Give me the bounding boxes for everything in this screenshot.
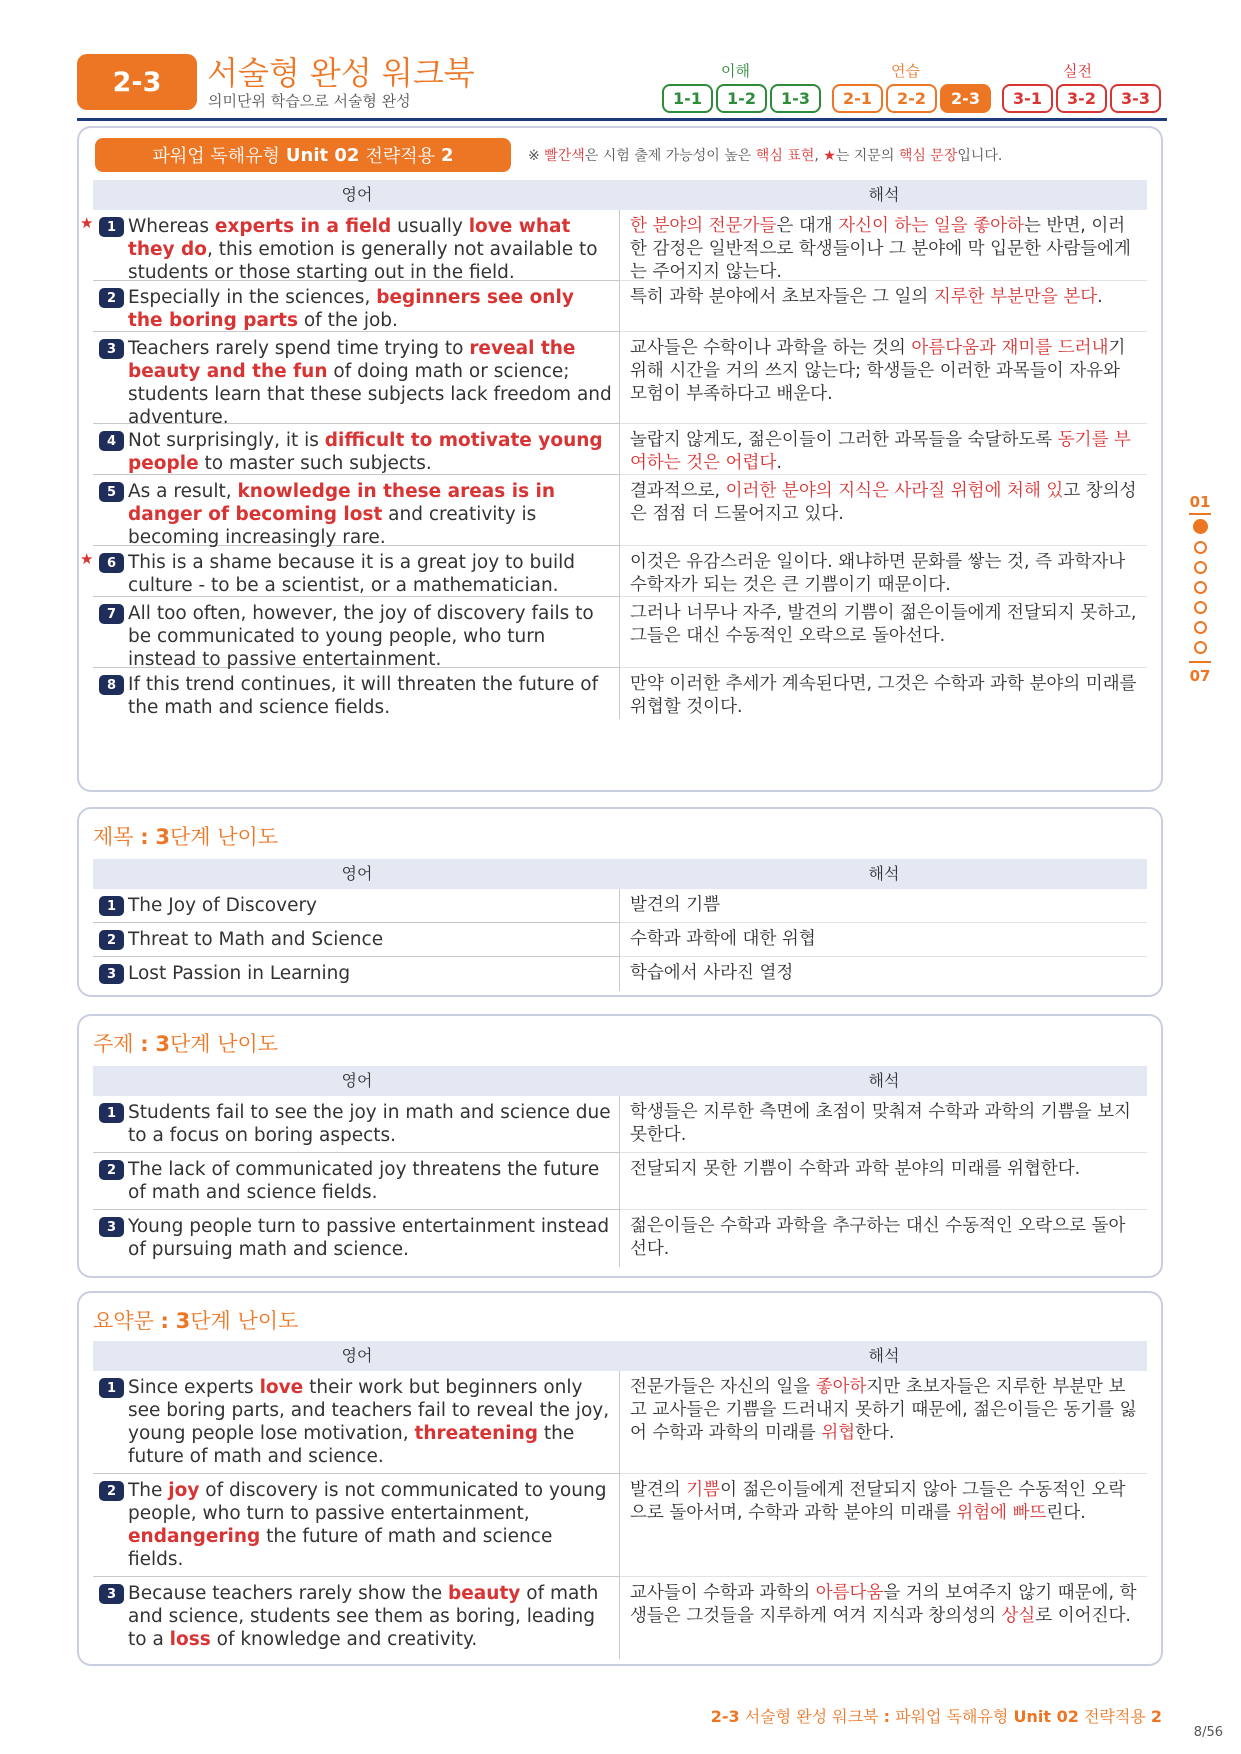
summary-level-text: 단계 난이도: [190, 1309, 299, 1333]
korean-cell: [620, 668, 1147, 719]
english-cell: [80, 210, 620, 283]
table-row: [93, 1371, 1147, 1474]
table-row: [93, 597, 1147, 668]
pager-start: 01: [1189, 493, 1211, 511]
title-section-heading: [93, 821, 278, 851]
footer-type: 파워업 독해유형: [895, 1707, 1009, 1726]
title-level-text: 단계 난이도: [169, 825, 279, 849]
table-row: [93, 1210, 1147, 1267]
text-segment: to master such subjects.: [198, 453, 432, 474]
theme-level-num: 3: [155, 1032, 170, 1056]
pager-dot[interactable]: [1194, 621, 1207, 634]
table-row: [93, 424, 1147, 475]
text-segment: The lack of communicated joy threatens the future of math and science fields.: [128, 1159, 600, 1203]
level-1-2-button[interactable]: 1-2: [716, 84, 767, 113]
english-cell: [93, 1210, 620, 1267]
text-segment: 한다.: [855, 1423, 895, 1443]
pager-bar: [1189, 661, 1211, 663]
table-row: [93, 281, 1147, 332]
pager-dot[interactable]: [1193, 519, 1208, 534]
summary-table-header: [93, 1341, 1147, 1371]
title-level-num: 3: [155, 825, 170, 849]
english-text: [128, 1158, 613, 1205]
text-segment: Lost Passion in Learning: [128, 963, 351, 984]
key-expression: loss: [169, 1629, 211, 1650]
row-number: 2: [99, 930, 124, 950]
english-cell: [93, 923, 620, 957]
level-2-3-button[interactable]: 2-3: [940, 84, 991, 113]
text-segment: 는 반면, 이러한 감정은 일반적으로 학생들이나 그 분야에 막 입문한 사람들에게는 주어지지 않는다.: [630, 216, 1131, 282]
level-label-real: 실전: [1063, 62, 1092, 80]
text-segment: 결과적으로,: [630, 481, 726, 501]
title-table-header: [93, 859, 1147, 889]
level-group-practice: [832, 84, 991, 113]
text-segment: 지만 초보자들은 지루한 부분만 보고 교사들은 기쁨을 드러내지 못하기 때문에, 젊은이들은 동기를 잃어 수학과 과학의 미래를: [630, 1377, 1137, 1443]
key-expression: threatening: [414, 1423, 538, 1444]
text-segment: The Joy of Discovery: [128, 895, 318, 916]
footer-title: 서술형 완성 워크북: [744, 1707, 879, 1726]
progress-pager: [1185, 493, 1215, 685]
header-divider: [77, 118, 1167, 121]
key-expression: beginners see only the boring parts: [128, 287, 574, 331]
english-text: [128, 962, 350, 987]
row-number: 1: [99, 896, 124, 916]
unit-pill-num: 2: [441, 144, 454, 166]
english-text: [128, 286, 613, 331]
table-row: [80, 546, 1147, 597]
english-cell: [93, 1153, 620, 1210]
note-key-expression: 핵심 표현: [755, 148, 815, 164]
korean-cell: [620, 1577, 1147, 1659]
korean-cell: [620, 210, 1147, 281]
text-segment: of discovery is not communicated to young people, who turn to passive entertainment,: [128, 1480, 607, 1524]
pager-dot[interactable]: [1194, 541, 1207, 554]
key-sentence-star-icon: ★: [80, 214, 94, 232]
table-row: [93, 1474, 1147, 1577]
text-segment: and creativity is becoming increasingly rare.: [128, 504, 537, 548]
theme-table-header: [93, 1066, 1147, 1096]
key-expression: beauty: [448, 1583, 521, 1604]
english-cell: [93, 597, 620, 668]
level-2-2-button[interactable]: 2-2: [886, 84, 937, 113]
col-english: 영어: [341, 1346, 373, 1365]
key-expression: 위협: [821, 1423, 856, 1443]
workbook-subtitle: 의미단위 학습으로 서술형 완성: [208, 92, 411, 110]
footer-unit: Unit 02: [1013, 1707, 1079, 1726]
col-english: 영어: [341, 864, 373, 883]
theme-label: 주제: [93, 1032, 134, 1056]
note-red-word: 빨간색: [544, 148, 585, 164]
pager-bar: [1189, 513, 1211, 515]
text-segment: 놀랍지 않게도, 젊은이들이 그러한 과목들을 숙달하도록: [630, 430, 1058, 450]
row-number: 2: [99, 1160, 124, 1180]
key-expression: knowledge in these areas is in danger of becoming lost: [128, 481, 556, 525]
level-1-1-button[interactable]: 1-1: [662, 84, 713, 113]
korean-cell: [620, 546, 1147, 597]
korean-cell: [620, 1371, 1147, 1474]
passage-table-header: [93, 180, 1147, 210]
text-segment: 이 젊은이들에게 전달되지 않아 그들은 수동적인 오락으로 돌아서며, 수학과 과학 분야의 미래를: [630, 1480, 1126, 1523]
english-text: [128, 429, 613, 474]
key-expression: difficult to motivate young people: [128, 430, 603, 474]
row-number: 3: [99, 339, 124, 359]
level-1-3-button[interactable]: 1-3: [770, 84, 821, 113]
row-number: 3: [99, 964, 124, 984]
text-segment: This is a shame because it is a great joy to build culture - to be a scientist, or a mathematician.: [128, 552, 575, 596]
text-segment: 은 대개: [776, 216, 839, 236]
korean-cell: [620, 1153, 1147, 1210]
english-text: [128, 673, 613, 718]
korean-cell: [620, 923, 1147, 957]
row-number: 7: [99, 604, 124, 624]
footer-colon: :: [883, 1707, 891, 1726]
key-expression: 동기를 부여하는 것은 어렵다: [630, 430, 1131, 473]
english-text: [128, 1479, 613, 1572]
english-text: [128, 1582, 613, 1655]
text-segment: 을 거의 보여주지 않기 때문에, 학생들은 그것들을 지루하게 여겨 지식과 창의성의: [630, 1583, 1137, 1626]
text-segment: If this trend continues, it will threaten the future of the math and science fields.: [128, 674, 599, 718]
level-3-2-button[interactable]: 3-2: [1056, 84, 1107, 113]
note-mark: ※: [528, 148, 540, 164]
text-segment: 이것은 유감스러운 일이다. 왜냐하면 문화를 쌓는 것, 즉 과학자나 수학자가 되는 것은 큰 기쁨이기 때문이다.: [630, 552, 1126, 595]
text-segment: 전달되지 못한 기쁨이 수학과 과학 분야의 미래를 위협한다.: [630, 1159, 1081, 1179]
table-row: [93, 1096, 1147, 1153]
table-row: [93, 475, 1147, 546]
footer-num: 2: [1150, 1707, 1162, 1726]
english-cell: [93, 1096, 620, 1153]
text-segment: Since experts: [128, 1377, 260, 1398]
row-number: 4: [99, 431, 124, 451]
level-label-understand: 이해: [721, 62, 750, 80]
text-segment: Because teachers rarely show the: [128, 1583, 449, 1604]
text-segment: 학습에서 사라진 열정: [630, 963, 794, 983]
pager-dot[interactable]: [1194, 601, 1207, 614]
text-segment: 만약 이러한 추세가 계속된다면, 그것은 수학과 과학 분야의 미래를 위협할 것이다.: [630, 674, 1137, 717]
pager-dot[interactable]: [1194, 641, 1207, 654]
english-cell: [93, 889, 620, 923]
text-segment: 교사들이 수학과 과학의: [630, 1583, 816, 1603]
english-text: [128, 480, 613, 548]
unit-pill: [95, 138, 511, 172]
section-badge: 2-3: [77, 54, 197, 110]
page-footer: [711, 1704, 1162, 1727]
key-expression: reveal the beauty and the fun: [128, 338, 576, 382]
footer-badge: 2-3: [710, 1707, 740, 1726]
row-number: 1: [99, 1378, 124, 1398]
theme-panel: [77, 1014, 1163, 1278]
korean-cell: [620, 424, 1147, 475]
english-cell: [93, 1577, 620, 1659]
korean-cell: [620, 889, 1147, 923]
english-cell: [93, 668, 620, 719]
text-segment: As a result,: [128, 481, 238, 502]
text-segment: their work but beginners only see boring parts, and teachers fail to reveal the joy, young people lose motivation,: [128, 1377, 610, 1444]
text-segment: of math and science, students see them as boring, leading to a: [128, 1583, 599, 1650]
korean-cell: [620, 1210, 1147, 1267]
english-cell: [93, 957, 620, 991]
key-expression: 아름다움: [815, 1583, 884, 1603]
row-number: 3: [99, 1584, 124, 1604]
summary-label: 요약문: [93, 1309, 154, 1333]
summary-level-num: 3: [175, 1309, 191, 1333]
row-number: 8: [99, 675, 124, 695]
table-row: [93, 889, 1147, 923]
level-group-real: [1002, 84, 1161, 113]
workbook-title: 서술형 완성 워크북: [207, 54, 475, 92]
legend-note: [528, 145, 1002, 165]
row-number: 2: [99, 288, 124, 308]
unit-pill-suffix: 전략적용: [365, 146, 435, 167]
english-cell: [93, 424, 620, 475]
page-number: 8/56: [1193, 1725, 1223, 1740]
english-cell: [80, 546, 620, 597]
text-segment: Not surprisingly, it is: [128, 430, 325, 451]
level-label-practice: 연습: [891, 62, 920, 80]
key-expression: joy: [168, 1480, 200, 1501]
text-segment: 발견의: [630, 1480, 687, 1500]
english-text: [128, 551, 613, 596]
english-cell: [93, 281, 620, 332]
summary-colon: :: [160, 1309, 169, 1333]
theme-section-heading: [93, 1028, 278, 1058]
row-number: 3: [99, 1217, 124, 1237]
key-expression: 한 분야의 전문가들: [630, 216, 777, 236]
row-number: 1: [99, 217, 124, 237]
col-english: 영어: [341, 185, 373, 204]
key-expression: love what they do: [128, 216, 571, 260]
text-segment: , this emotion is generally not available to students or those starting out in the field.: [128, 239, 598, 283]
pager-end: 07: [1189, 667, 1211, 685]
key-expression: 지루한 부분만을 본다: [933, 287, 1098, 307]
pager-dots: [1185, 519, 1215, 654]
english-text: [128, 1376, 613, 1469]
text-segment: 기 위해 시간을 거의 쓰지 않는다; 학생들은 이러한 과목들이 자유와 모험이 부족하다고 배운다.: [630, 338, 1126, 404]
english-text: [128, 337, 613, 428]
english-cell: [93, 1474, 620, 1577]
text-segment: of knowledge and creativity.: [210, 1629, 478, 1650]
key-sentence-star-icon: ★: [80, 550, 94, 568]
table-row: [93, 957, 1147, 991]
key-expression: 아름다움과 재미를 드러내: [911, 338, 1109, 358]
key-expression: 위험에 빠뜨: [956, 1503, 1047, 1523]
note-text-2: ,: [814, 148, 819, 164]
korean-cell: [620, 475, 1147, 546]
key-expression: 이러한 분야의 지식은 사라질 위험에 처해 있: [725, 481, 1064, 501]
note-text-4: 입니다.: [957, 148, 1003, 164]
text-segment: All too often, however, the joy of discovery fails to be communicated to young people, who turn instead to passive entertainment.: [128, 603, 594, 670]
text-segment: 고 창의성은 점점 더 드물어지고 있다.: [630, 481, 1137, 524]
level-group-understand: [662, 84, 821, 113]
key-expression: experts in a field: [214, 216, 392, 237]
key-expression: endangering: [128, 1526, 261, 1547]
text-segment: of the job.: [297, 310, 398, 331]
table-row: [93, 1153, 1147, 1210]
col-korean: 해석: [868, 1346, 900, 1365]
korean-cell: [620, 281, 1147, 332]
text-segment: the future of math and science.: [128, 1423, 575, 1467]
text-segment: 전문가들은 자신의 일을: [630, 1377, 816, 1397]
english-text: [128, 215, 613, 283]
summary-panel: [77, 1291, 1163, 1666]
text-segment: 그러나 너무나 자주, 발견의 기쁨이 젊은이들에게 전달되지 못하고, 그들은 대신 수동적인 오락으로 돌아선다.: [630, 603, 1137, 646]
col-korean: 해석: [868, 185, 900, 204]
text-segment: .: [776, 453, 782, 473]
note-key-sentence: 핵심 문장: [898, 148, 958, 164]
unit-pill-unit: Unit 02: [285, 144, 360, 166]
row-number: 5: [99, 482, 124, 502]
text-segment: the future of math and science fields.: [128, 1526, 553, 1570]
text-segment: .: [1097, 287, 1103, 307]
text-segment: 학생들은 지루한 측면에 초점이 맞춰져 수학과 과학의 기쁨을 보지 못한다.: [630, 1102, 1131, 1145]
text-segment: 발견의 기쁨: [630, 895, 721, 915]
text-segment: 린다.: [1046, 1503, 1086, 1523]
pager-dot[interactable]: [1194, 581, 1207, 594]
level-3-1-button[interactable]: 3-1: [1002, 84, 1053, 113]
korean-cell: [620, 1474, 1147, 1577]
level-2-1-button[interactable]: 2-1: [832, 84, 883, 113]
unit-pill-prefix: 파워업 독해유형: [152, 146, 280, 167]
note-star-icon: ★: [823, 148, 836, 164]
key-expression: 기쁨: [686, 1480, 721, 1500]
col-korean: 해석: [868, 864, 900, 883]
title-panel: [77, 807, 1163, 997]
text-segment: Students fail to see the joy in math and science due to a focus on boring aspects.: [128, 1102, 611, 1146]
col-english: 영어: [341, 1071, 373, 1090]
korean-cell: [620, 957, 1147, 991]
table-row: [93, 923, 1147, 957]
passage-panel: [77, 126, 1163, 792]
korean-cell: [620, 332, 1147, 424]
english-text: [128, 928, 383, 952]
row-number: 2: [99, 1481, 124, 1501]
table-row: [80, 210, 1147, 283]
text-segment: Teachers rarely spend time trying to: [128, 338, 470, 359]
text-segment: 교사들은 수학이나 과학을 하는 것의: [630, 338, 912, 358]
text-segment: The: [128, 1480, 169, 1501]
text-segment: of doing math or science; students learn that these subjects lack freedom and adventure.: [128, 361, 612, 428]
title-label: 제목: [93, 825, 134, 849]
text-segment: Especially in the sciences,: [128, 287, 377, 308]
theme-colon: :: [140, 1032, 149, 1056]
table-row: [93, 1577, 1147, 1659]
english-text: [128, 894, 317, 918]
title-colon: :: [140, 825, 149, 849]
korean-cell: [620, 597, 1147, 668]
english-text: [128, 1215, 613, 1263]
text-segment: 특히 과학 분야에서 초보자들은 그 일의: [630, 287, 934, 307]
key-expression: 자신이 하는 일을 좋아하: [838, 216, 1024, 236]
row-number: 6: [99, 553, 124, 573]
level-3-3-button[interactable]: 3-3: [1110, 84, 1161, 113]
summary-section-heading: [93, 1305, 298, 1335]
key-expression: love: [259, 1377, 304, 1398]
table-row: [93, 332, 1147, 428]
row-number: 1: [99, 1103, 124, 1123]
text-segment: Young people turn to passive entertainment instead of pursuing math and science.: [128, 1216, 610, 1260]
english-text: [128, 1101, 613, 1148]
pager-dot[interactable]: [1194, 561, 1207, 574]
english-text: [128, 602, 613, 670]
english-cell: [93, 475, 620, 546]
text-segment: 젊은이들은 수학과 과학을 추구하는 대신 수동적인 오락으로 돌아선다.: [630, 1216, 1126, 1259]
col-korean: 해석: [868, 1071, 900, 1090]
theme-level-text: 단계 난이도: [169, 1032, 279, 1056]
korean-cell: [620, 1096, 1147, 1153]
text-segment: 수학과 과학에 대한 위협: [630, 929, 816, 949]
text-segment: Threat to Math and Science: [128, 929, 384, 950]
english-cell: [93, 332, 620, 428]
footer-strategy: 전략적용: [1083, 1707, 1146, 1726]
text-segment: Whereas: [128, 216, 215, 237]
english-cell: [93, 1371, 620, 1474]
text-segment: 로 이어진다.: [1035, 1606, 1131, 1626]
key-expression: 상실: [1001, 1606, 1036, 1626]
key-expression: 좋아하: [815, 1377, 867, 1397]
note-text-3: 는 지문의: [835, 148, 895, 164]
text-segment: usually: [391, 216, 469, 237]
table-row: [93, 668, 1147, 719]
note-text-1: 은 시험 출제 가능성이 높은: [584, 148, 752, 164]
